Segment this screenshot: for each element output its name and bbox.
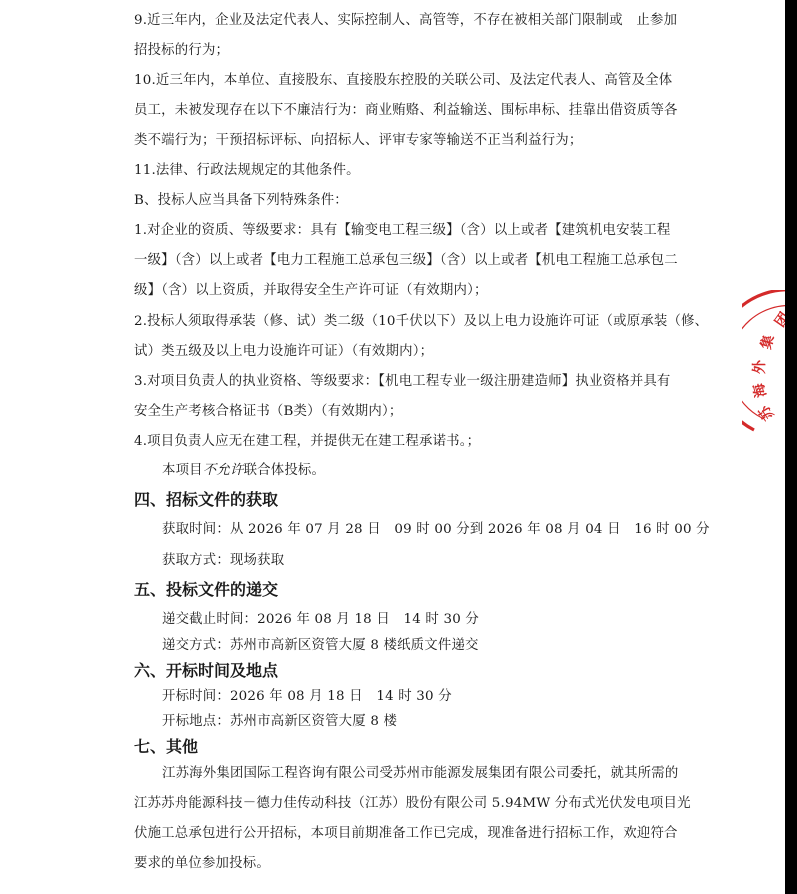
requirement-11: 11.法律、行政法规规定的其他条件。	[134, 163, 360, 178]
opening-location: 开标地点：苏州市高新区资管大厦 8 楼	[162, 714, 398, 729]
svg-text:苏: 苏	[756, 402, 778, 423]
special-2-line2: 试）类五级及以上电力设施许可证）（有效期内）；	[134, 344, 434, 359]
submission-method: 递交方式：苏州市高新区资管大厦 8 楼纸质文件递交	[162, 638, 479, 653]
special-3-line2: 安全生产考核合格证书（B类）（有效期内）；	[134, 404, 403, 419]
requirement-10-line3: 类不端行为；干预招标评标、向招标人、评审专家等输送不正当利益行为；	[134, 133, 583, 148]
requirement-9-line2: 招投标的行为；	[134, 43, 230, 58]
acquisition-method: 获取方式：现场获取	[162, 553, 285, 568]
section-b-heading: B、投标人应当具备下列特殊条件：	[134, 193, 348, 208]
section-4-heading: 四、招标文件的获取	[134, 490, 279, 509]
submission-deadline: 递交截止时间：2026 年 08 月 18 日 14 时 30 分	[162, 612, 479, 627]
other-line2: 江苏苏舟能源科技－德力佳传动科技（江苏）股份有限公司 5.94MW 分布式光伏发电项目光	[134, 796, 691, 811]
special-1-line2: 一级】（含）以上或者【电力工程施工总承包三级】（含）以上或者【机电工程施工总承包二	[134, 253, 678, 268]
special-1-line3: 级】（含）以上资质，并取得安全生产许可证（有效期内）；	[134, 283, 488, 298]
other-line1: 江苏海外集团国际工程咨询有限公司受苏州市能源发展集团有限公司委托，就其所需的	[162, 766, 679, 781]
other-line4: 要求的单位参加投标。	[134, 856, 270, 871]
svg-text:海: 海	[750, 381, 770, 400]
special-3-line1: 3.对项目负责人的执业资格、等级要求：【机电工程专业一级注册建造师】执业资格并具有	[134, 374, 671, 389]
consortium-note-prefix: 本项目	[162, 463, 203, 478]
section-5-heading: 五、投标文件的递交	[134, 580, 279, 599]
requirement-10-line2: 员工，未被发现存在以下不廉洁行为：商业贿赂、利益输送、围标串标、挂靠出借资质等各	[134, 103, 678, 118]
consortium-note	[162, 462, 325, 480]
svg-text:集: 集	[758, 333, 778, 352]
special-4: 4.项目负责人应无在建工程，并提供无在建工程承诺书。；	[134, 434, 481, 449]
section-7-heading: 七、其他	[134, 737, 199, 756]
consortium-note-emphasis: 不允许	[202, 463, 244, 478]
section-6-heading: 六、开标时间及地点	[134, 661, 279, 680]
red-seal-stamp	[742, 290, 794, 440]
requirement-10-line1: 10.近三年内，本单位、直接股东、直接股东控股的关联公司、及法定代表人、高管及全体	[134, 73, 673, 88]
consortium-note-suffix: 联合体投标。	[243, 463, 326, 478]
other-line3: 伏施工总承包进行公开招标，本项目前期准备工作已完成，现准备进行招标工作，欢迎符合	[134, 826, 678, 841]
opening-time: 开标时间：2026 年 08 月 18 日 14 时 30 分	[162, 689, 452, 704]
requirement-9-line1: 9.近三年内，企业及法定代表人、实际控制人、高管等，不存在被相关部门限制或 止参加	[134, 13, 678, 28]
svg-text:团: 团	[772, 309, 794, 331]
special-2-line1: 2.投标人须取得承装（修、试）类二级（10千伏以下）及以上电力设施许可证（或原承装（修、	[134, 314, 709, 329]
svg-text:外: 外	[752, 360, 768, 374]
special-1-line1: 1.对企业的资质、等级要求：具有【输变电工程三级】（含）以上或者【建筑机电安装工程	[134, 223, 671, 238]
acquisition-time: 获取时间：从 2026 年 07 月 28 日 09 时 00 分到 2026 年 08 月 04 日 16 时 00 分	[162, 522, 710, 537]
